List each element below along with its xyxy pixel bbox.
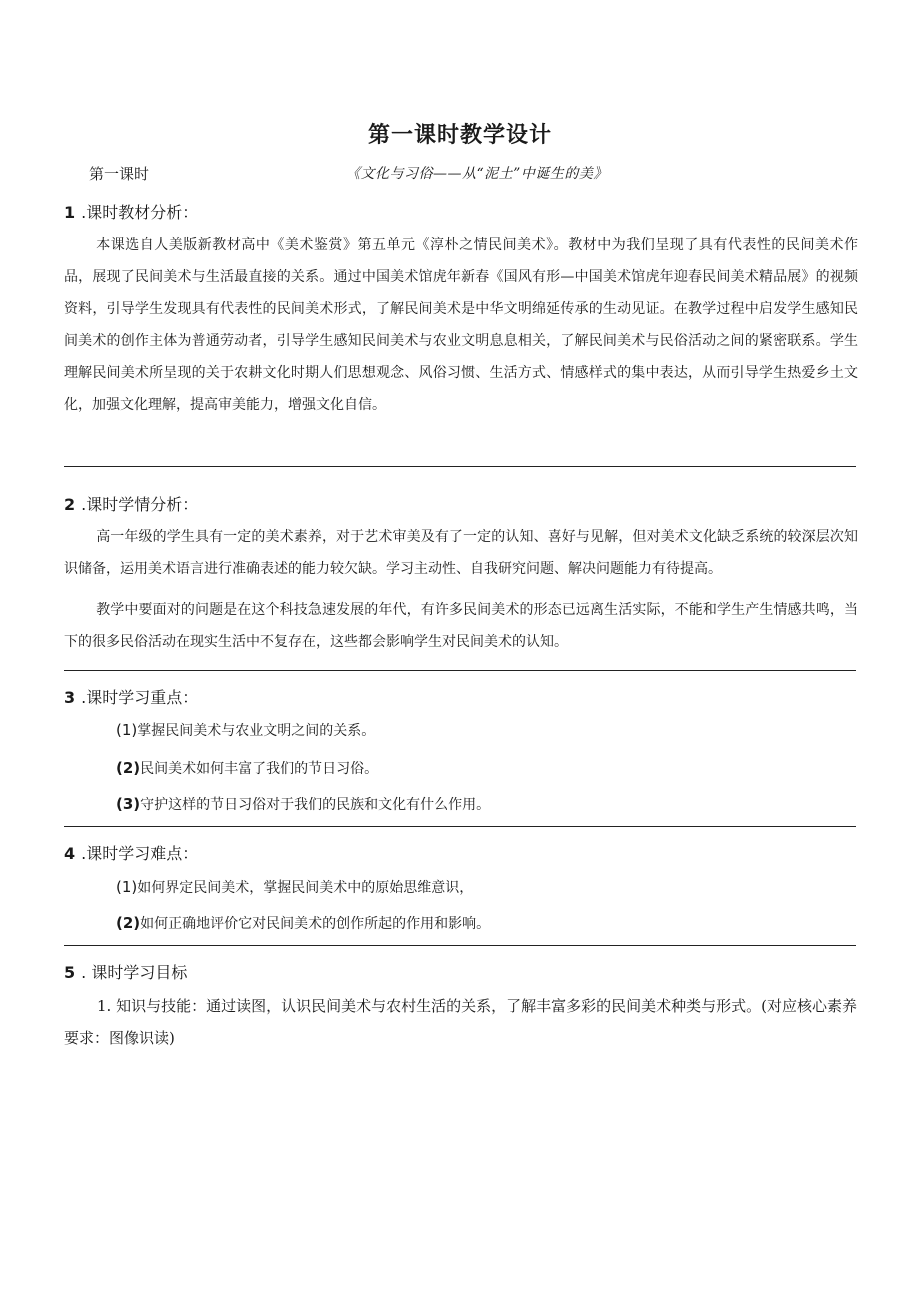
section-4-title: .课时学习难点： [81,844,199,863]
difficulty-text: 如何界定民间美术，掌握民间美术中的原始思维意识， [137,880,474,896]
section-2-heading [64,492,198,515]
section-1-number: 1 [64,203,76,222]
key-point-text: 掌握民间美术与农业文明之间的关系。 [137,723,376,739]
key-point-item [116,758,378,778]
section-2-paragraph-1: 高一年级的学生具有一定的美术素养，对于艺术审美及有了一定的认知、喜好与见解，但对美术文化缺乏系统的较深层次知识储备，运用美术语言进行准确表述的能力较欠缺。学习主动性、自我研究问题、解决问题能力有待提高。 [64,529,858,577]
section-4-heading [64,841,198,864]
key-point-index: (1) [116,721,138,739]
key-point-item [116,720,375,740]
key-point-item [116,794,490,814]
difficulty-index: (2) [116,914,141,932]
section-2-number: 2 [64,495,76,514]
goal-item [64,990,858,1054]
lesson-label: 第一课时 [89,165,150,183]
goal-number: 1 [97,997,107,1015]
page-title: 第一课时教学设计 [367,122,552,148]
divider [64,670,856,671]
section-1-paragraph: 本课选自人美版新教材高中《美术鉴赏》第五单元《淳朴之情民间美术》。教材中为我们呈现了具有代表性的民间美术作品，展现了民间美术与生活最直接的关系。通过中国美术馆虎年新春《国风有形—中国美术馆虎年迎春民间美术精品展》的视频资料，引导学生发现具有代表性的民间美术形式，了解民间美术是中华文明绵延传承的生动见证。在教学过程中启发学生感知民间美术的创作主体为普通劳动者，引导学生感知民间美术与农业文明息息相关，了解民间美术与民俗活动之间的紧密联系。学生理解民间美术所呈现的关于农耕文化时期人们思想观念、风俗习惯、生活方式、情感样式的集中表达，从而引导学生热爱乡土文化，加强文化理解，提高审美能力，增强文化自信。 [64,237,858,413]
goal-text: . 知识与技能：通过读图，认识民间美术与农村生活的关系，了解丰富多彩的民间美术种类与形式。(对应核心素养要求：图像识读) [64,997,857,1047]
section-1-heading [64,200,198,223]
section-3-number: 3 [64,688,76,707]
section-2-paragraph-2: 教学中要面对的问题是在这个科技急速发展的年代，有许多民间美术的形态已远离生活实际，不能和学生产生情感共鸣，当下的很多民俗活动在现实生活中不复存在，这些都会影响学生对民间美术的认知。 [64,602,858,650]
divider [64,466,856,467]
key-point-text: 民间美术如何丰富了我们的节日习俗。 [140,761,379,777]
key-point-index: (3) [116,795,141,813]
section-4-number: 4 [64,844,76,863]
key-point-index: (2) [116,759,141,777]
section-5-title: . 课时学习目标 [81,963,188,982]
section-5-number: 5 [64,963,76,982]
divider [64,945,856,946]
lesson-topic: 《文化与习俗——从“泥土”中诞生的美》 [346,166,608,182]
section-3-heading [64,685,198,708]
section-5-heading [64,960,187,983]
difficulty-text: 如何正确地评价它对民间美术的创作所起的作用和影响。 [140,916,491,932]
difficulty-item [116,877,473,897]
difficulty-item [116,913,490,933]
difficulty-index: (1) [116,878,138,896]
section-3-title: .课时学习重点： [81,688,199,707]
section-1-title: .课时教材分析： [81,203,199,222]
key-point-text: 守护这样的节日习俗对于我们的民族和文化有什么作用。 [140,797,491,813]
section-2-title: .课时学情分析： [81,495,199,514]
divider [64,826,856,827]
